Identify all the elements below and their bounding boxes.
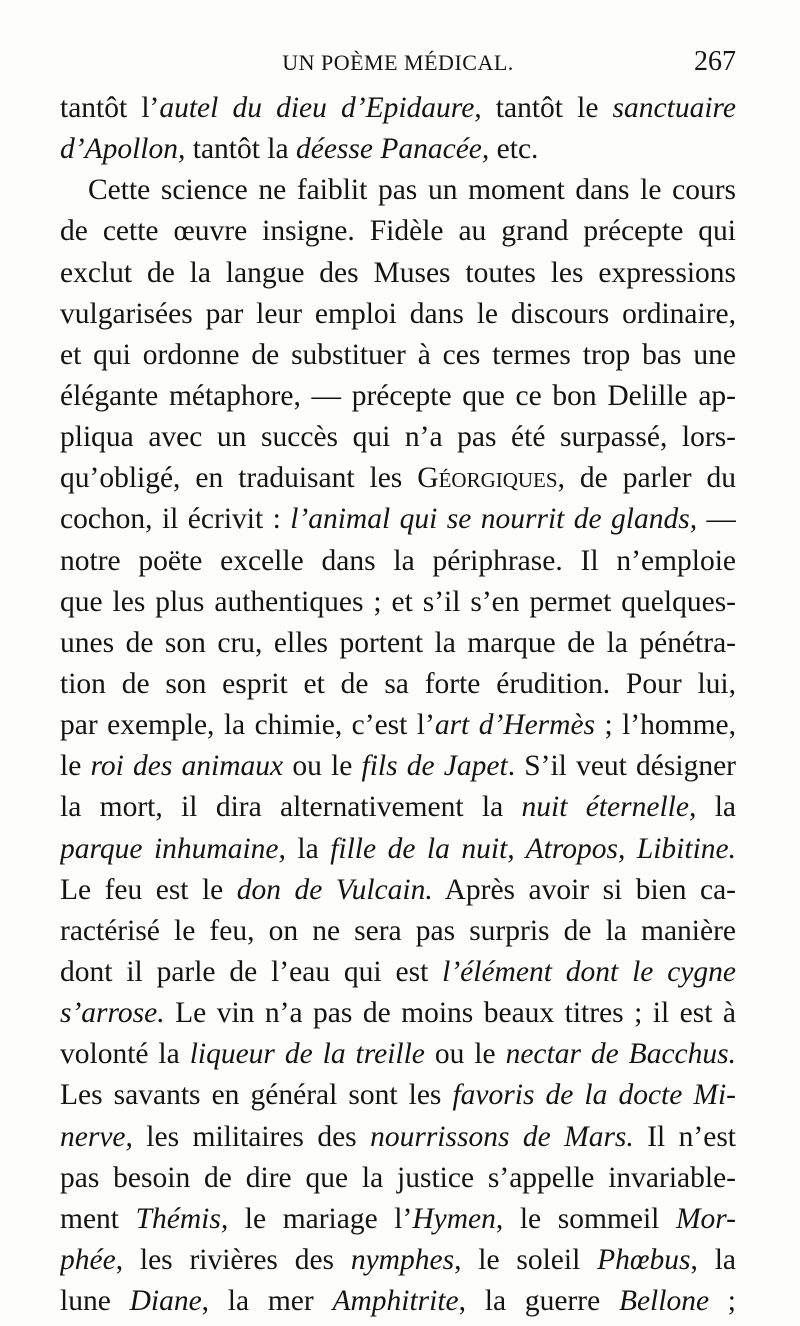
text-segment: de cette œuvre insigne. Fidèle au grand précepte qui bbox=[60, 215, 736, 248]
text-segment: ou le bbox=[424, 1038, 506, 1071]
text-segment: la bbox=[696, 791, 736, 824]
text-segment: vulgarisées par leur emploi dans le discours ordinaire, bbox=[60, 297, 736, 330]
italic-text: autel du dieu d’Epidaure, bbox=[159, 92, 482, 124]
text-segment: par exemple, la chimie, c’est l’ bbox=[60, 709, 435, 742]
text-line bbox=[60, 582, 736, 623]
text-line bbox=[60, 1199, 736, 1240]
text-segment: dont il parle de l’eau qui est bbox=[60, 955, 443, 988]
text-segment: ; bbox=[709, 1285, 736, 1318]
text-segment: Après avoir si bien ca- bbox=[432, 873, 736, 906]
running-title: UN POÈME MÉDICAL. bbox=[282, 50, 514, 75]
text-line bbox=[60, 705, 736, 746]
text-segment: notre poëte excelle dans la périphrase. Il n’emploie bbox=[60, 544, 736, 577]
text-line bbox=[60, 253, 736, 294]
italic-text: fils de Japet bbox=[361, 750, 508, 783]
text-line bbox=[60, 664, 736, 705]
text-line bbox=[60, 499, 736, 540]
italic-text: fille de la nuit, Atropos, Libitine. bbox=[330, 832, 736, 865]
text-segment: ou le bbox=[283, 750, 362, 783]
text-line bbox=[60, 294, 736, 335]
text-segment: qu’obligé, en traduisant les bbox=[60, 462, 418, 495]
text-line bbox=[60, 129, 736, 170]
italic-text: Thémis, bbox=[135, 1202, 229, 1235]
text-segment: volonté la bbox=[60, 1038, 190, 1071]
text-line bbox=[60, 1158, 736, 1199]
italic-text: art d’Hermès bbox=[434, 709, 596, 742]
text-segment: les militaires des bbox=[132, 1120, 371, 1153]
page-number: 267 bbox=[694, 46, 736, 77]
text-segment: le bbox=[60, 750, 91, 783]
text-line bbox=[60, 1034, 736, 1075]
text-segment: ractérisé le feu, on ne sera pas surpris de la manière bbox=[60, 914, 736, 947]
italic-text: nymphes bbox=[350, 1243, 455, 1276]
text-line bbox=[60, 1281, 736, 1322]
text-segment: ment bbox=[60, 1202, 136, 1235]
text-line bbox=[60, 335, 736, 376]
text-line bbox=[60, 376, 736, 417]
text-line bbox=[60, 170, 736, 211]
text-line bbox=[60, 623, 736, 664]
text-segment: , la mer bbox=[201, 1285, 333, 1318]
text-segment: , le sommeil bbox=[495, 1202, 676, 1235]
text-segment: Cette science ne faiblit pas un moment dans le cours bbox=[88, 174, 736, 207]
text-segment: , les rivières des bbox=[115, 1243, 351, 1276]
italic-text: Mor- bbox=[675, 1202, 736, 1235]
italic-text: l’élément dont le cygne bbox=[442, 955, 736, 988]
text-line bbox=[60, 787, 736, 828]
text-segment: la mort, il dira alternativement la bbox=[60, 791, 522, 824]
italic-text: Amphitrite bbox=[332, 1285, 459, 1318]
text-segment: la bbox=[285, 832, 331, 865]
italic-text: l’animal qui se nourrit de glands, bbox=[290, 503, 698, 536]
text-segment: Les savants en général sont les bbox=[60, 1079, 453, 1112]
text-segment: le mariage l’ bbox=[228, 1202, 413, 1235]
text-line bbox=[60, 88, 736, 129]
italic-text: s’arrose. bbox=[60, 997, 165, 1030]
italic-text: déesse Panacée, bbox=[295, 133, 490, 166]
text-segment: que les plus authentiques ; et s’il s’en permet quelques- bbox=[60, 585, 736, 618]
text-line bbox=[60, 541, 736, 582]
text-segment: Le vin n’a pas de moins beaux titres ; il est à bbox=[164, 997, 736, 1030]
body-text bbox=[60, 88, 736, 1322]
italic-text: parque inhumaine, bbox=[60, 832, 286, 865]
text-segment: et qui ordonne de substituer à ces termes trop bas une bbox=[60, 338, 736, 371]
italic-text: roi des animaux bbox=[90, 750, 284, 783]
italic-text: nerve, bbox=[60, 1120, 133, 1153]
italic-text: nuit éternelle, bbox=[521, 791, 697, 824]
italic-text: phée bbox=[60, 1243, 116, 1276]
text-line bbox=[60, 952, 736, 993]
italic-text: nourrissons de Mars. bbox=[370, 1120, 634, 1153]
text-segment: Il n’est bbox=[633, 1120, 736, 1153]
text-line bbox=[60, 458, 736, 499]
text-segment: élégante métaphore, — précepte que ce bon Delille ap- bbox=[60, 379, 736, 412]
text-segment: tantôt l’ bbox=[60, 92, 160, 124]
text-segment: Le feu est le bbox=[60, 873, 237, 906]
small-caps-text: Géorgiques bbox=[417, 462, 558, 495]
text-segment: lune bbox=[60, 1285, 130, 1318]
text-segment: pliqua avec un succès qui n’a pas été surpassé, lors- bbox=[60, 421, 736, 454]
text-segment: , le soleil bbox=[454, 1243, 598, 1276]
italic-text: d’Apollon, bbox=[60, 133, 186, 166]
italic-text: favoris de la docte Mi- bbox=[452, 1079, 736, 1112]
text-segment: , de parler du bbox=[557, 462, 736, 495]
page-header bbox=[60, 46, 736, 82]
italic-text: Hymen bbox=[412, 1202, 496, 1235]
text-line bbox=[60, 746, 736, 787]
text-segment: unes de son cru, elles portent la marque de la pénétra- bbox=[60, 626, 736, 659]
text-line bbox=[60, 1075, 736, 1116]
italic-text: Diane bbox=[129, 1285, 202, 1318]
text-line bbox=[60, 1240, 736, 1281]
italic-text: liqueur de la treille bbox=[189, 1038, 425, 1071]
text-segment: tion de son esprit et de sa forte érudition. Pour lui, bbox=[60, 667, 736, 700]
text-line bbox=[60, 417, 736, 458]
italic-text: Phœbus bbox=[597, 1243, 691, 1276]
text-segment: , la bbox=[690, 1243, 736, 1276]
text-segment: cochon, il écrivit : bbox=[60, 503, 291, 536]
text-line bbox=[60, 211, 736, 252]
text-segment: , la guerre bbox=[458, 1285, 619, 1318]
text-line bbox=[60, 993, 736, 1034]
text-segment: pas besoin de dire que la justice s’appelle invariable- bbox=[60, 1161, 736, 1194]
italic-text: Bellone bbox=[618, 1285, 710, 1318]
text-segment: ; l’homme, bbox=[595, 709, 736, 742]
text-segment: — bbox=[697, 503, 736, 536]
text-segment: tantôt le bbox=[481, 92, 613, 124]
text-segment: etc. bbox=[489, 133, 539, 166]
text-line bbox=[60, 911, 736, 952]
italic-text: sanctuaire bbox=[612, 92, 736, 124]
text-line bbox=[60, 870, 736, 911]
text-segment: tantôt la bbox=[185, 133, 296, 166]
text-segment: . S’il veut désigner bbox=[507, 750, 736, 783]
text-line bbox=[60, 829, 736, 870]
text-segment: exclut de la langue des Muses toutes les expressions bbox=[60, 256, 736, 289]
text-line bbox=[60, 1117, 736, 1158]
italic-text: don de Vulcain. bbox=[236, 873, 433, 906]
italic-text: nectar de Bacchus. bbox=[505, 1038, 736, 1071]
